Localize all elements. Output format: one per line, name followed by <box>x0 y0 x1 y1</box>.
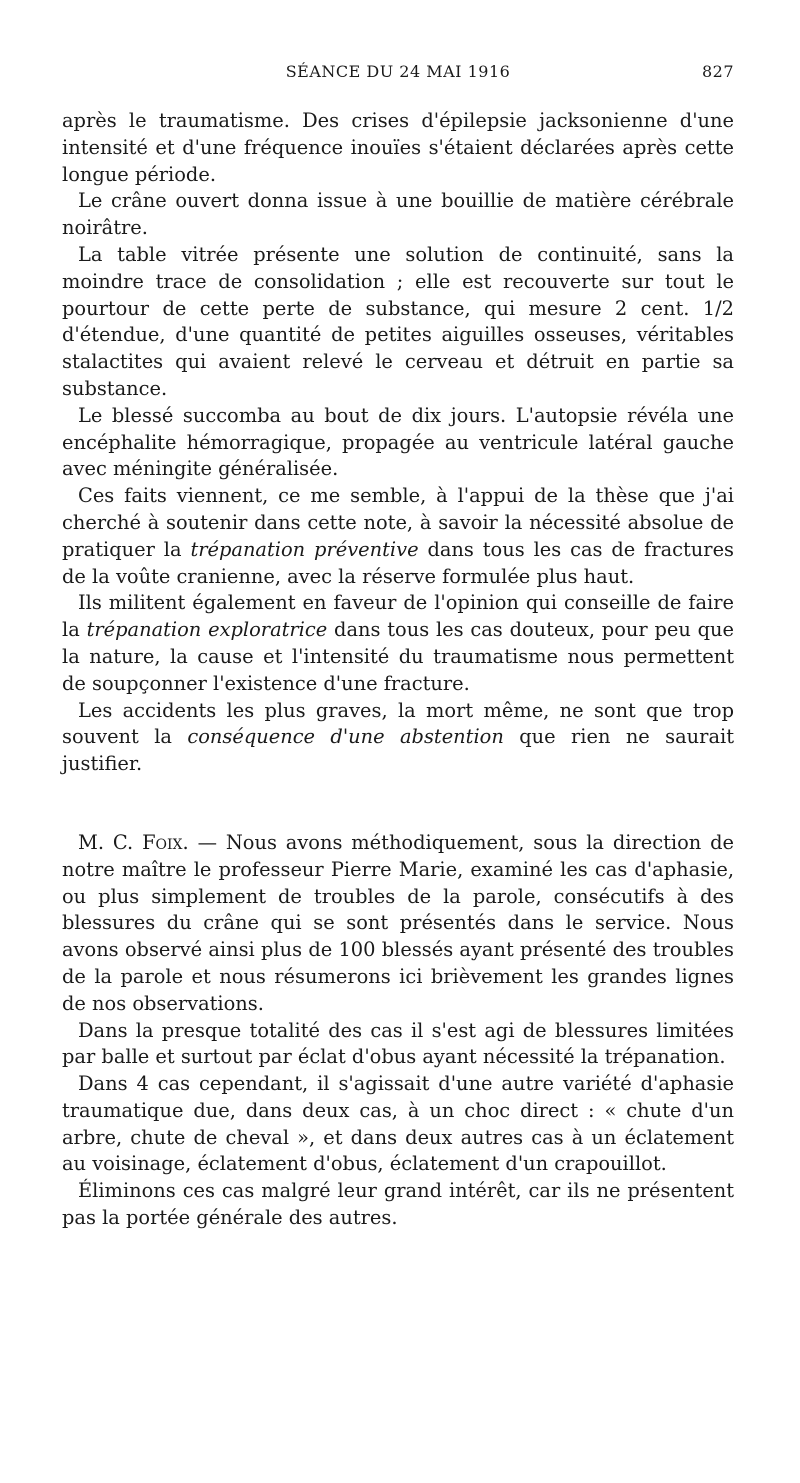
paragraph-text: dans tous les cas de fractures de la voûte cranienne, avec la réserve formulée plus haut. <box>62 537 734 588</box>
paragraph-text: que rien ne saurait justifier. <box>62 725 734 776</box>
paragraph <box>62 483 734 590</box>
paragraph: Le blessé succomba au bout de dix jours. L'autopsie révéla une encéphalite hémorragique, propagée au ventricule latéral gauche avec méningite généralisée. <box>62 403 734 481</box>
page-number: 827 <box>701 62 734 81</box>
header-title: SÉANCE DU 24 MAI 1916 <box>285 62 511 81</box>
paragraph: Dans 4 cas cependant, il s'agissait d'une autre variété d'aphasie traumatique due, dans deux cas, à un choc direct : « chute d'un arbre, chute de cheval », et dans deux autres cas à un éclatement au voisinage, éclatement d'obus, éclatement d'un crapouillot. <box>62 1072 734 1176</box>
paragraph-speaker <box>62 830 734 1018</box>
running-header <box>62 62 734 88</box>
italic-term: trépanation préventive <box>190 537 419 561</box>
paragraph-text: — Nous avons méthodiquement, sous la direction de notre maître le professeur Pierre Marie, examiné les cas d'aphasie, ou plus simplement de troubles de la parole, consécutifs à des blessures du crâne qui se sont présentés dans le service. Nous avons observé ainsi plus de 100 blessés ayant présenté des troubles de la parole et nous résumerons ici brièvement les grandes lignes de nos observations. <box>62 830 735 1015</box>
paragraph: Éliminons ces cas malgré leur grand intérêt, car ils ne présentent pas la portée générale des autres. <box>62 1179 734 1230</box>
body-text <box>62 108 734 1232</box>
paragraph: Le crâne ouvert donna issue à une bouillie de matière cérébrale noirâtre. <box>62 189 734 240</box>
paragraph-text: Ces faits viennent, ce me semble, à l'appui de la thèse que j'ai cherché à soutenir dans cette note, à savoir la nécessité absolue de pratiquer la <box>62 484 734 561</box>
paragraph <box>62 590 734 697</box>
speaker-name: M. C. Foix. <box>78 830 189 854</box>
italic-term: trépanation exploratrice <box>86 618 328 642</box>
paragraph <box>62 698 734 778</box>
italic-term: conséquence d'une abstention <box>187 725 504 749</box>
paragraph-text: dans tous les cas douteux, pour peu que la nature, la cause et l'intensité du traumatisme nous permettent de soupçonner l'existence d'une fracture. <box>62 618 735 695</box>
paragraph: Dans la presque totalité des cas il s'est agi de blessures limitées par balle et surtout par éclat d'obus ayant nécessité la trépanation. <box>62 1018 734 1069</box>
paragraph: La table vitrée présente une solution de continuité, sans la moindre trace de consolidation ; elle est recouverte sur tout le pourtour de cette perte de substance, qui mesure 2 cent. 1/2 d'étendue, d'une quantité de petites aiguilles osseuses, véritables stalactites qui avaient relevé le cerveau et détruit en partie sa substance. <box>62 242 734 400</box>
paragraph-text: Les accidents les plus graves, la mort même, ne sont que trop souvent la <box>62 698 734 749</box>
paragraph-text: Ils militent également en faveur de l'opinion qui conseille de faire la <box>62 591 734 642</box>
paragraph: après le traumatisme. Des crises d'épilepsie jacksonienne d'une intensité et d'une fréquence inouïes s'étaient déclarées après cette longue période. <box>62 109 734 186</box>
